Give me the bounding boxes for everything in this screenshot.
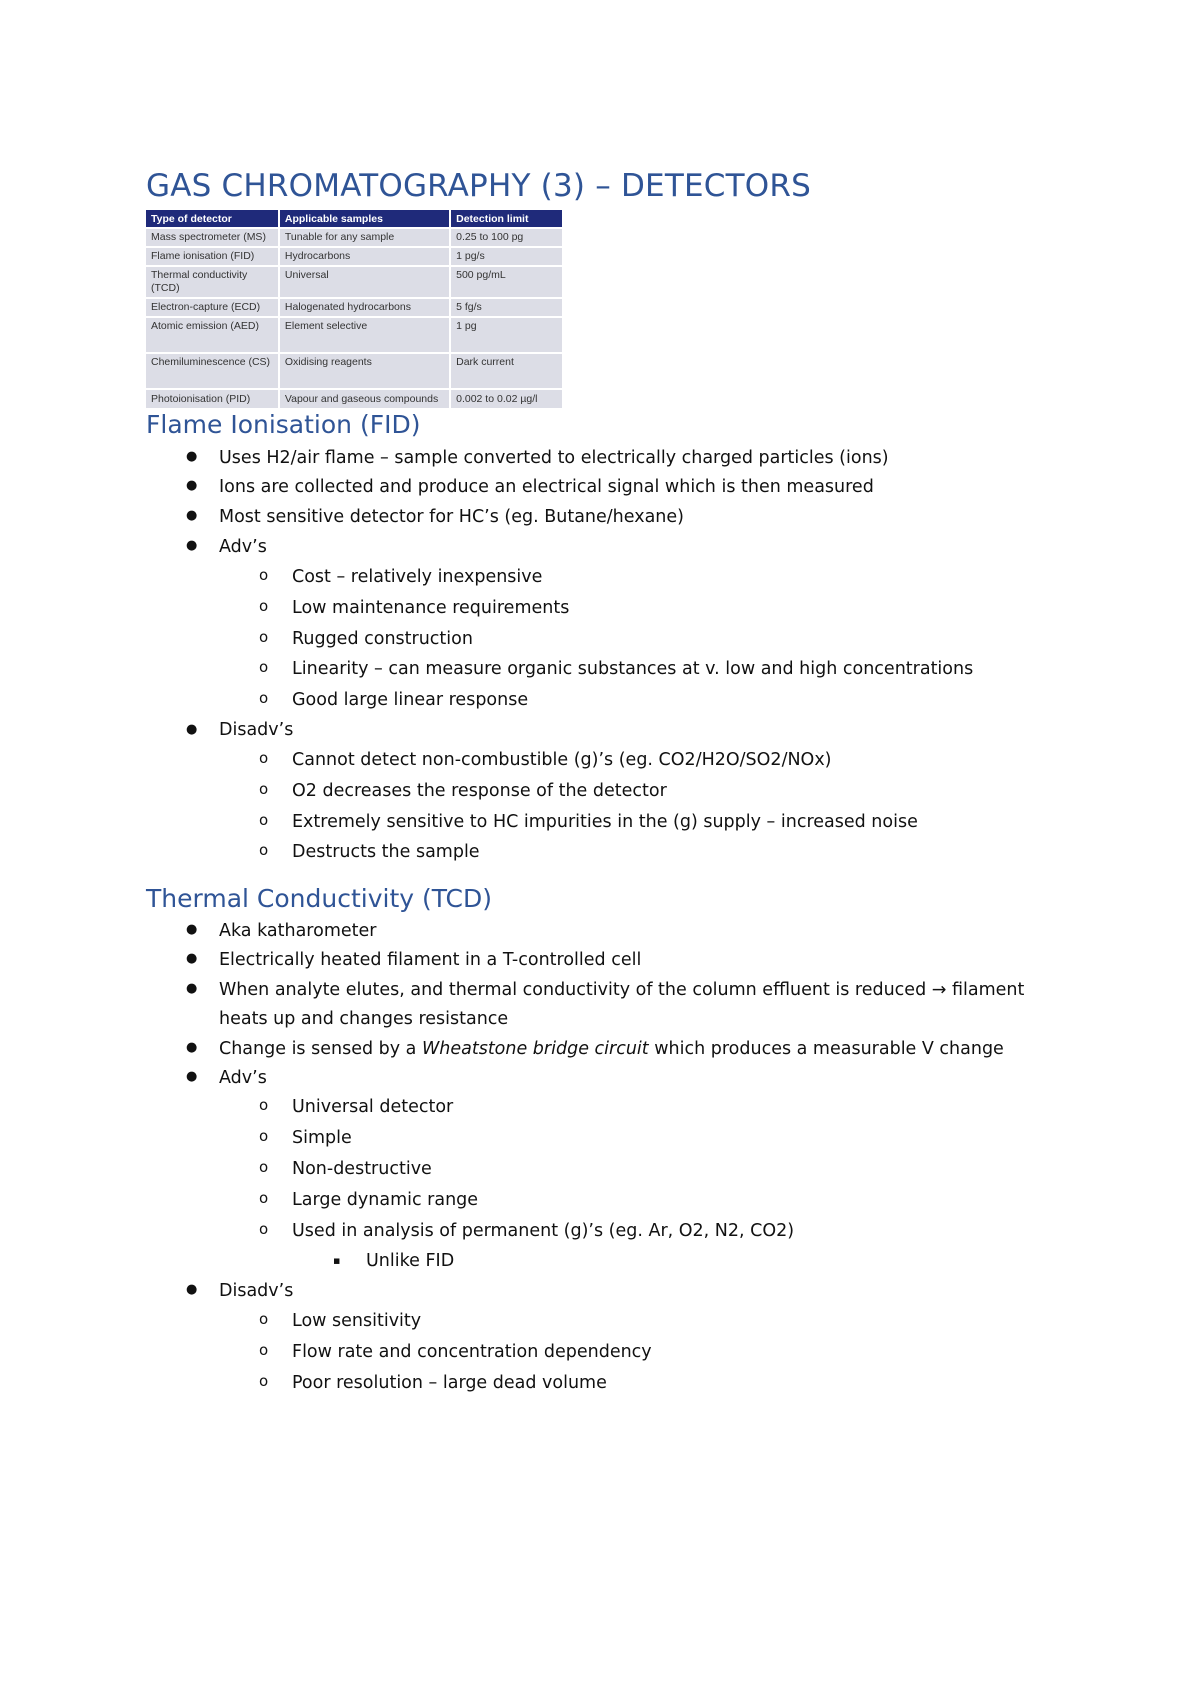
sub-bullet-icon: o (259, 1341, 269, 1359)
table-cell: Vapour and gaseous compounds (279, 389, 450, 408)
bullet-icon: ● (186, 1282, 198, 1297)
list-item: Universal detector (292, 1097, 454, 1117)
table-cell: Halogenated hydrocarbons (279, 298, 450, 317)
list-item-continuation: heats up and changes resistance (219, 1009, 509, 1029)
list-item: Low maintenance requirements (292, 598, 570, 618)
sub-bullet-icon: o (259, 1158, 269, 1176)
list-item: Cost – relatively inexpensive (292, 567, 543, 587)
bullet-icon: ● (186, 951, 198, 966)
table-cell: Flame ionisation (FID) (146, 247, 279, 266)
list-item: Non-destructive (292, 1159, 432, 1179)
list-item: Unlike FID (366, 1251, 455, 1271)
list-item: Large dynamic range (292, 1190, 479, 1210)
list-item: Flow rate and concentration dependency (292, 1342, 652, 1362)
sub-bullet-icon: o (259, 749, 269, 767)
bullet-icon: ● (186, 1069, 198, 1084)
bullet-icon: ● (186, 538, 198, 553)
table-header-cell: Type of detector (146, 210, 279, 228)
list-item-text: Change is sensed by a (219, 1039, 422, 1059)
table-row (146, 317, 563, 353)
list-item: Adv’s (219, 537, 267, 557)
sub-bullet-icon: o (259, 597, 269, 615)
sub-bullet-icon: o (259, 689, 269, 707)
bullet-icon: ● (186, 478, 198, 493)
table-row (146, 298, 563, 317)
sub-bullet-icon: o (259, 1127, 269, 1145)
sub-bullet-icon: o (259, 1310, 269, 1328)
table-cell: Atomic emission (AED) (146, 317, 279, 353)
list-item: Uses H2/air flame – sample converted to electrically charged particles (ions) (219, 448, 889, 468)
table-cell: Universal (279, 266, 450, 298)
table-cell: 500 pg/mL (450, 266, 563, 298)
sub-bullet-icon: o (259, 841, 269, 859)
list-item (219, 1038, 1004, 1060)
bullet-icon: ● (186, 722, 198, 737)
bullet-icon: ● (186, 508, 198, 523)
table-cell: Thermal conductivity (TCD) (146, 266, 279, 298)
list-item-emphasis: Wheatstone bridge circuit (421, 1039, 649, 1059)
list-item: Rugged construction (292, 629, 473, 649)
sub-bullet-icon: o (259, 628, 269, 646)
list-item: Electrically heated filament in a T-controlled cell (219, 950, 642, 970)
list-item: Adv’s (219, 1068, 267, 1088)
list-item: Good large linear response (292, 690, 529, 710)
section-heading-tcd: Thermal Conductivity (TCD) (146, 884, 493, 913)
bullet-icon: ● (186, 449, 198, 464)
page-title: GAS CHROMATOGRAPHY (3) – DETECTORS (146, 168, 811, 204)
list-item: O2 decreases the response of the detector (292, 781, 667, 801)
table-cell: Hydrocarbons (279, 247, 450, 266)
list-item-text: which produces a measurable V change (648, 1039, 1004, 1059)
list-item: Linearity – can measure organic substances at v. low and high concentrations (292, 659, 974, 679)
table-row (146, 247, 563, 266)
table-row (146, 228, 563, 247)
list-item: Ions are collected and produce an electrical signal which is then measured (219, 477, 874, 497)
table-cell: Electron-capture (ECD) (146, 298, 279, 317)
table-header-cell: Applicable samples (279, 210, 450, 228)
sub-bullet-icon: o (259, 658, 269, 676)
sub-bullet-icon: o (259, 1189, 269, 1207)
list-item: Disadv’s (219, 1281, 294, 1301)
table-cell: Tunable for any sample (279, 228, 450, 247)
table-cell: 0.002 to 0.02 µg/l (450, 389, 563, 408)
table-cell: Element selective (279, 317, 450, 353)
table-header-row (146, 210, 563, 228)
sub-bullet-icon: o (259, 1220, 269, 1238)
table-row (146, 389, 563, 408)
sub-bullet-icon: o (259, 1096, 269, 1114)
bullet-icon: ● (186, 922, 198, 937)
list-item: When analyte elutes, and thermal conductivity of the column effluent is reduced → filament (219, 980, 1025, 1000)
table-row (146, 266, 563, 298)
table-cell: 0.25 to 100 pg (450, 228, 563, 247)
table-cell: 1 pg/s (450, 247, 563, 266)
list-item: Simple (292, 1128, 352, 1148)
table-row (146, 353, 563, 389)
list-item: Destructs the sample (292, 842, 480, 862)
sub-bullet-icon: o (259, 811, 269, 829)
list-item: Low sensitivity (292, 1311, 422, 1331)
bullet-icon: ● (186, 1040, 198, 1055)
list-item: Cannot detect non-combustible (g)’s (eg. CO2/H2O/SO2/NOx) (292, 750, 832, 770)
table-cell: Dark current (450, 353, 563, 389)
table-cell: 5 fg/s (450, 298, 563, 317)
table-cell: Chemiluminescence (CS) (146, 353, 279, 389)
sub-bullet-icon: o (259, 1372, 269, 1390)
bullet-icon: ● (186, 981, 198, 996)
section-heading-fid: Flame Ionisation (FID) (146, 410, 421, 439)
table-header-cell: Detection limit (450, 210, 563, 228)
list-item: Extremely sensitive to HC impurities in the (g) supply – increased noise (292, 812, 918, 832)
sub-sub-bullet-icon: ▪ (333, 1254, 341, 1267)
sub-bullet-icon: o (259, 566, 269, 584)
list-item: Most sensitive detector for HC’s (eg. Butane/hexane) (219, 507, 684, 527)
list-item: Disadv’s (219, 720, 294, 740)
list-item: Used in analysis of permanent (g)’s (eg. Ar, O2, N2, CO2) (292, 1221, 795, 1241)
list-item: Poor resolution – large dead volume (292, 1373, 607, 1393)
table-cell: Oxidising reagents (279, 353, 450, 389)
table-cell: Photoionisation (PID) (146, 389, 279, 408)
detector-table (146, 210, 564, 408)
table-cell: 1 pg (450, 317, 563, 353)
table-cell: Mass spectrometer (MS) (146, 228, 279, 247)
list-item: Aka katharometer (219, 921, 377, 941)
sub-bullet-icon: o (259, 780, 269, 798)
